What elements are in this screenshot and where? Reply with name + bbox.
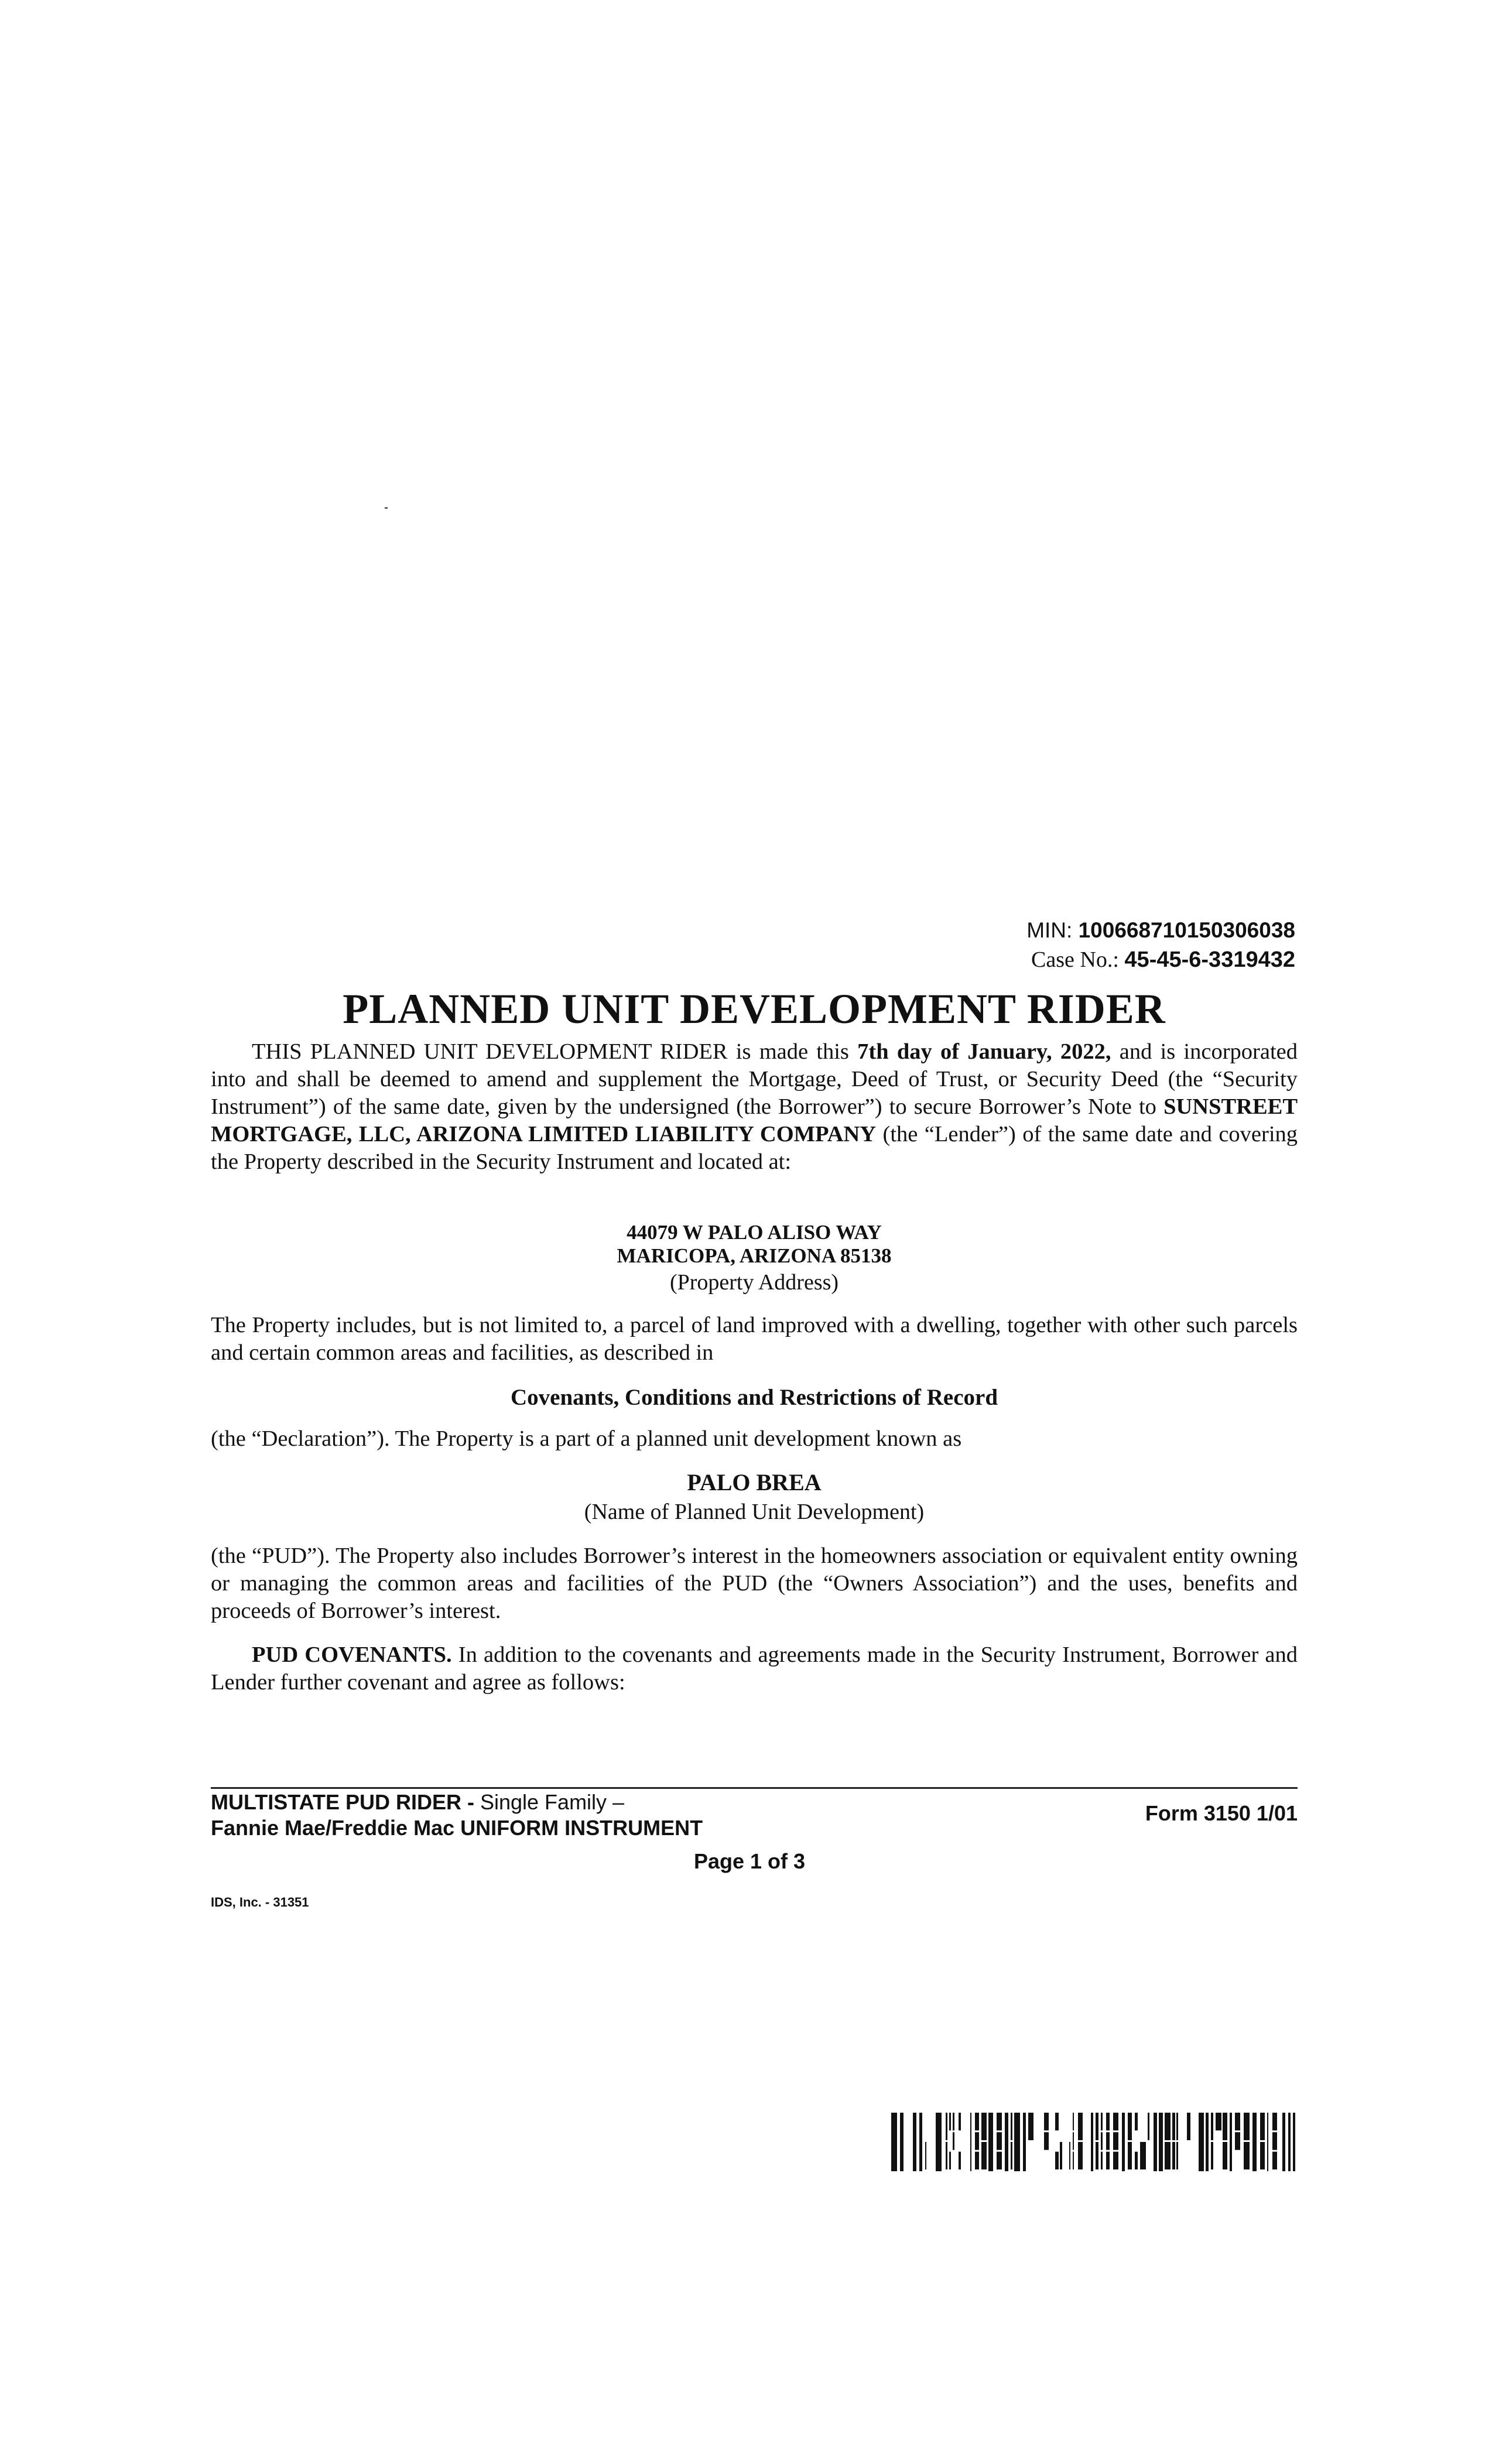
barcode xyxy=(891,2113,1295,2171)
form-title-light: Single Family – xyxy=(480,1790,625,1814)
pud-name-block xyxy=(211,1468,1298,1527)
declaration-title: Covenants, Conditions and Restrictions of Record xyxy=(510,1385,998,1410)
form-title-bold: MULTISTATE PUD RIDER - xyxy=(211,1790,474,1814)
form-number: Form 3150 1/01 xyxy=(1145,1801,1298,1825)
case-number: 45-45-6-3319432 xyxy=(1124,947,1295,972)
stray-mark xyxy=(385,507,388,509)
form-title-line xyxy=(211,1789,703,1815)
lender-name: SUNSTREET MORTGAGE, LLC, ARIZONA LIMITED LIABILITY COMPANY xyxy=(211,1094,1298,1147)
intro-text-3: (the “Lender”) of the same date and covering the Property described in the Security Instrument and located at: xyxy=(211,1122,1298,1174)
covenants-text: In addition to the covenants and agreements made in the Security Instrument, Borrower and Lender further covenant and agree as follows: xyxy=(211,1642,1298,1695)
document-identifiers xyxy=(1026,916,1295,974)
intro-paragraph xyxy=(211,1038,1298,1176)
covenants-paragraph xyxy=(211,1641,1298,1696)
form-title xyxy=(211,1789,703,1841)
pud-name-label: (Name of Planned Unit Development) xyxy=(584,1500,925,1524)
intro-text-1: THIS PLANNED UNIT DEVELOPMENT RIDER is made this xyxy=(252,1039,849,1064)
intro-text-2: and is incorporated into and shall be deemed to amend and supplement the Mortgage, Deed of Trust, or Security Deed (the “Security Instrument”) of the same date, given by the undersigned (the Borrower”) to secure Borrower’s Note to xyxy=(211,1039,1298,1119)
address-line-2: MARICOPA, ARIZONA 85138 xyxy=(617,1244,892,1267)
covenants-heading: PUD COVENANTS. xyxy=(252,1642,452,1667)
case-label: Case No.: xyxy=(1031,947,1119,972)
footer-divider xyxy=(211,1787,1298,1789)
rider-date: 7th day of January, 2022, xyxy=(857,1039,1111,1064)
min-number: 100668710150306038 xyxy=(1078,918,1295,942)
property-address-block xyxy=(211,1221,1298,1297)
address-line-1: 44079 W PALO ALISO WAY xyxy=(627,1221,882,1244)
pud-name: PALO BREA xyxy=(687,1469,822,1495)
min-label: MIN: xyxy=(1026,918,1073,942)
declaration-paragraph: (the “Declaration”). The Property is a part of a planned unit development known as xyxy=(211,1426,962,1451)
ids-code: IDS, Inc. - 31351 xyxy=(211,1895,309,1909)
document-title: PLANNED UNIT DEVELOPMENT RIDER xyxy=(343,985,1166,1032)
address-label: (Property Address) xyxy=(669,1270,839,1295)
page-number: Page 1 of 3 xyxy=(693,1849,806,1873)
property-paragraph: The Property includes, but is not limited to, a parcel of land improved with a dwelling, together with other such parcels and certain common areas and facilities, as described in xyxy=(211,1313,1298,1365)
min-line xyxy=(1026,916,1295,945)
pud-paragraph: (the “PUD”). The Property also includes Borrower’s interest in the homeowners association or equivalent entity owning or managing the common areas and facilities of the PUD (the “Owners Association”) and the uses, benefits and proceeds of Borrower’s interest. xyxy=(211,1544,1298,1623)
case-line xyxy=(1026,945,1295,974)
form-subtitle: Fannie Mae/Freddie Mac UNIFORM INSTRUMENT xyxy=(211,1816,703,1840)
